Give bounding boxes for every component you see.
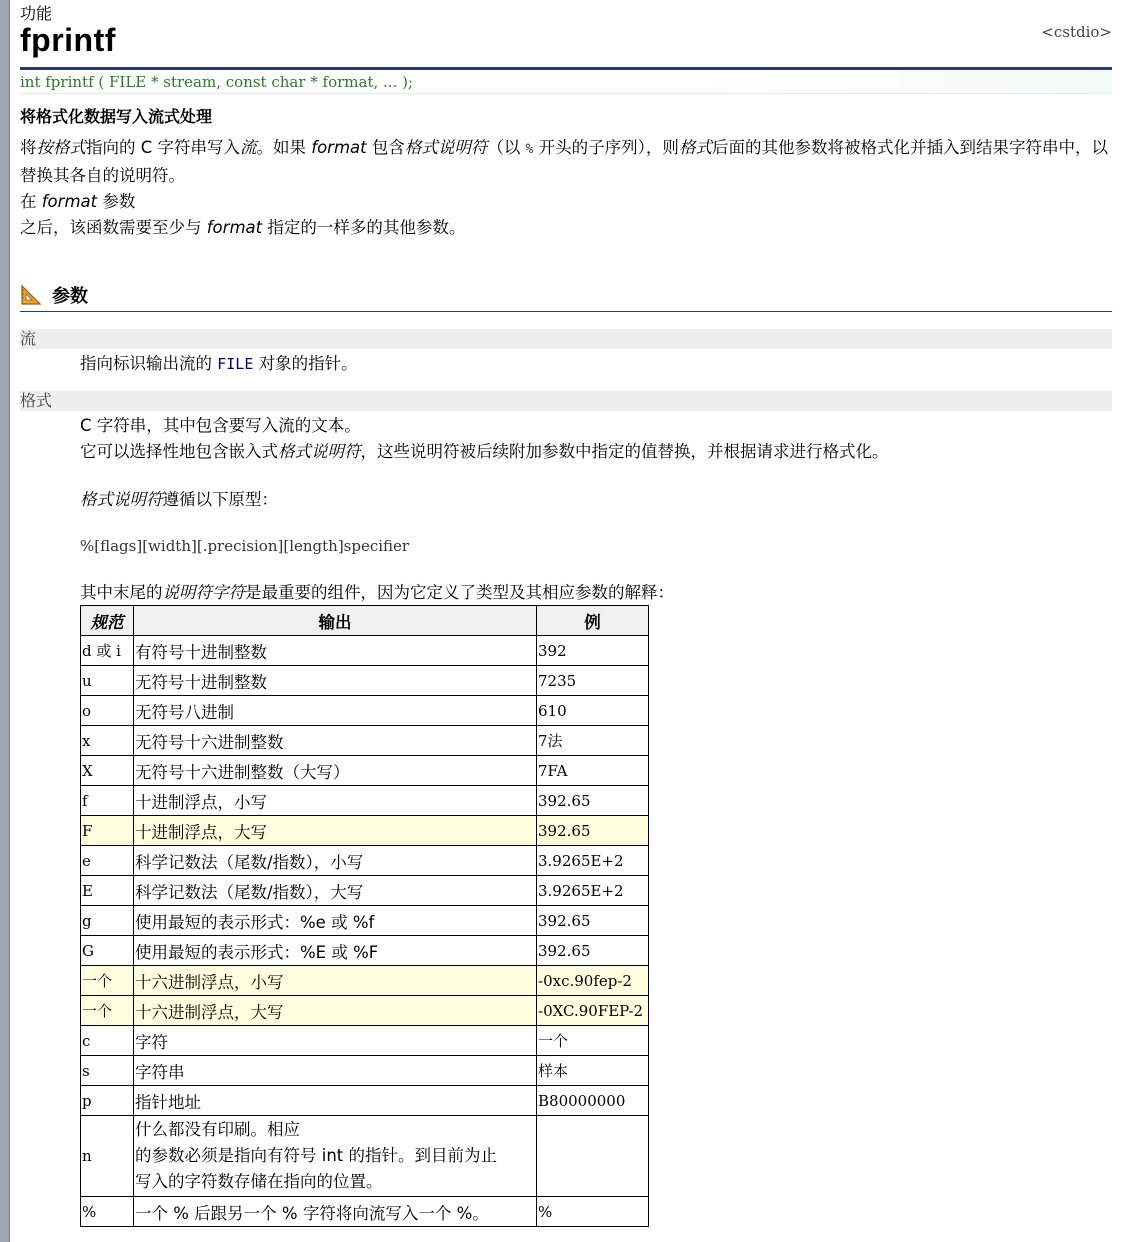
left-margin-bar	[0, 0, 10, 1242]
example-cell: -0xc.90fep-2	[537, 966, 649, 996]
example-cell: 392	[537, 636, 649, 666]
header-example: 例	[537, 606, 649, 636]
output-cell	[134, 1116, 537, 1197]
example-cell: -0XC.90FEP-2	[537, 996, 649, 1026]
example-cell: 样本	[537, 1056, 649, 1086]
header-output: 输出	[134, 606, 537, 636]
example-cell: 610	[537, 696, 649, 726]
desc-text: 是最重要的组件，因为它定义了类型及其相应参数的解释：	[245, 583, 674, 602]
output-cell: 一个 % 后跟另一个 % 字符将向流写入一个 %。	[134, 1197, 537, 1227]
table-row	[81, 876, 649, 906]
spec-cell: F	[81, 816, 134, 846]
header-spec: 规范	[81, 606, 134, 636]
output-cell: 无符号十六进制整数（大写）	[134, 756, 537, 786]
desc-text: 参数	[97, 192, 136, 211]
desc-text: 将	[20, 138, 37, 157]
example-cell: 392.65	[537, 786, 649, 816]
output-cell: 字符串	[134, 1056, 537, 1086]
output-cell: 使用最短的表示形式：%E 或 %F	[134, 936, 537, 966]
desc-text: 开头的子序列），则	[533, 138, 679, 157]
table-row	[81, 1086, 649, 1116]
desc-text: 对象的指针。	[253, 354, 358, 373]
spec-cell: e	[81, 846, 134, 876]
title-divider	[20, 67, 1112, 70]
spec-cell: X	[81, 756, 134, 786]
output-cell: 十进制浮点，小写	[134, 786, 537, 816]
output-cell: 十进制浮点，大写	[134, 816, 537, 846]
example-cell	[537, 1116, 649, 1197]
table-row	[81, 966, 649, 996]
format-line-2	[80, 439, 1112, 465]
spec-cell: E	[81, 876, 134, 906]
desc-emph: format	[311, 138, 367, 157]
spec-cell: o	[81, 696, 134, 726]
param-format-name: 格式	[20, 391, 1112, 411]
desc-emph: 格式说明符	[404, 138, 488, 157]
output-cell: 指针地址	[134, 1086, 537, 1116]
table-row	[81, 1056, 649, 1086]
desc-text: 之后，该函数需要至少与	[20, 218, 207, 237]
format-line-1: C 字符串，其中包含要写入流的文本。	[80, 416, 361, 435]
table-row	[81, 1026, 649, 1056]
table-row	[81, 936, 649, 966]
table-row	[81, 996, 649, 1026]
example-cell: B80000000	[537, 1086, 649, 1116]
output-cell: 无符号八进制	[134, 696, 537, 726]
spec-cell: x	[81, 726, 134, 756]
description-line-2	[20, 189, 1112, 215]
param-stream-name: 流	[20, 329, 1112, 349]
table-row	[81, 1116, 649, 1197]
desc-emph: 说明符字符	[162, 583, 245, 602]
header-link[interactable]: <cstdio>	[1041, 23, 1112, 41]
spec-cell: G	[81, 936, 134, 966]
desc-emph: 流	[240, 138, 257, 157]
triangle-ruler-icon	[20, 284, 42, 306]
function-description	[20, 135, 1112, 241]
example-cell: 一个	[537, 1026, 649, 1056]
spec-cell: d 或 i	[81, 636, 134, 666]
desc-text: 遵循以下原型：	[162, 490, 278, 509]
table-row	[81, 636, 649, 666]
desc-emph: format	[206, 218, 263, 237]
output-line: 的参数必须是指向有符号 int 的指针。到目前为止	[135, 1146, 498, 1165]
table-row	[81, 906, 649, 936]
prototype-intro	[80, 487, 1112, 513]
param-stream-desc	[80, 351, 1112, 377]
output-cell: 十六进制浮点，大写	[134, 996, 537, 1026]
output-cell: 有符号十进制整数	[134, 636, 537, 666]
table-row	[81, 1197, 649, 1227]
spec-cell: f	[81, 786, 134, 816]
spec-cell: u	[81, 666, 134, 696]
description-line-1	[20, 135, 1112, 189]
table-row	[81, 816, 649, 846]
percent-symbol: %	[525, 142, 534, 157]
desc-emph: 按格式	[36, 138, 86, 157]
output-cell: 无符号十进制整数	[134, 666, 537, 696]
example-cell: 3.9265E+2	[537, 876, 649, 906]
parameters-heading	[20, 280, 88, 310]
desc-text: ，这些说明符被后续附加参数中指定的值替换，并根据请求进行格式化。	[360, 442, 889, 461]
format-prototype-code: %[flags][width][.precision][length]specifier	[80, 537, 410, 555]
prototype-divider	[20, 93, 1112, 94]
spec-cell: g	[81, 906, 134, 936]
desc-text: 包含	[366, 138, 405, 157]
section-divider	[20, 311, 1112, 312]
desc-text: 它可以选择性地包含嵌入式	[80, 442, 278, 461]
desc-emph: 格式说明符	[278, 442, 361, 461]
output-cell: 无符号十六进制整数	[134, 726, 537, 756]
param-format-desc	[80, 413, 1112, 465]
desc-text: （以	[487, 138, 526, 157]
page-kind: 功能	[20, 4, 53, 23]
output-cell: 十六进制浮点，小写	[134, 966, 537, 996]
function-summary: 将格式化数据写入流式处理	[20, 107, 213, 126]
desc-text: 在	[20, 192, 42, 211]
spec-cell: 一个	[81, 966, 134, 996]
example-cell: 392.65	[537, 816, 649, 846]
desc-emph: format	[41, 192, 98, 211]
description-line-3	[20, 215, 1112, 241]
desc-text: 指向的 C 字符串写入	[86, 138, 241, 157]
example-cell: 392.65	[537, 936, 649, 966]
desc-emph: 格式说明符	[80, 490, 163, 509]
example-cell: 7235	[537, 666, 649, 696]
page-title: fprintf	[20, 22, 116, 58]
table-header-row	[81, 606, 649, 636]
spec-cell: 一个	[81, 996, 134, 1026]
output-cell: 字符	[134, 1026, 537, 1056]
desc-text: 后面的其他参数将被格式化并插入到结果字符串中，以替换其各自的说明符。	[20, 138, 1108, 185]
desc-emph: 格式	[678, 138, 712, 157]
desc-text: 其中末尾的	[80, 583, 163, 602]
example-cell: 3.9265E+2	[537, 846, 649, 876]
spec-cell: %	[81, 1197, 134, 1227]
table-row	[81, 846, 649, 876]
parameters-title: 参数	[52, 286, 88, 307]
spec-cell: s	[81, 1056, 134, 1086]
table-row	[81, 726, 649, 756]
table-row	[81, 786, 649, 816]
output-cell: 科学记数法（尾数/指数），大写	[134, 876, 537, 906]
spec-cell: n	[81, 1116, 134, 1197]
file-type-link[interactable]: FILE	[217, 355, 254, 373]
output-line: 什么都没有印刷。相应	[135, 1120, 300, 1139]
example-cell: 7法	[537, 726, 649, 756]
output-cell: 科学记数法（尾数/指数），小写	[134, 846, 537, 876]
desc-text: 指定的一样多的其他参数。	[262, 218, 466, 237]
function-prototype: int fprintf ( FILE * stream, const char * format, ... );	[20, 71, 1112, 93]
example-cell: 7FA	[537, 756, 649, 786]
output-line: 写入的字符数存储在指向的位置。	[135, 1172, 383, 1191]
spec-cell: c	[81, 1026, 134, 1056]
specifier-table	[80, 605, 649, 1227]
table-row	[81, 666, 649, 696]
output-cell: 使用最短的表示形式：%e 或 %f	[134, 906, 537, 936]
table-intro	[80, 580, 1112, 606]
example-cell: 392.65	[537, 906, 649, 936]
example-cell: %	[537, 1197, 649, 1227]
desc-text: 指向标识输出流的	[80, 354, 218, 373]
specifier-table-body	[81, 636, 649, 1227]
table-row	[81, 696, 649, 726]
desc-text: 。如果	[256, 138, 312, 157]
table-row	[81, 756, 649, 786]
spec-cell: p	[81, 1086, 134, 1116]
